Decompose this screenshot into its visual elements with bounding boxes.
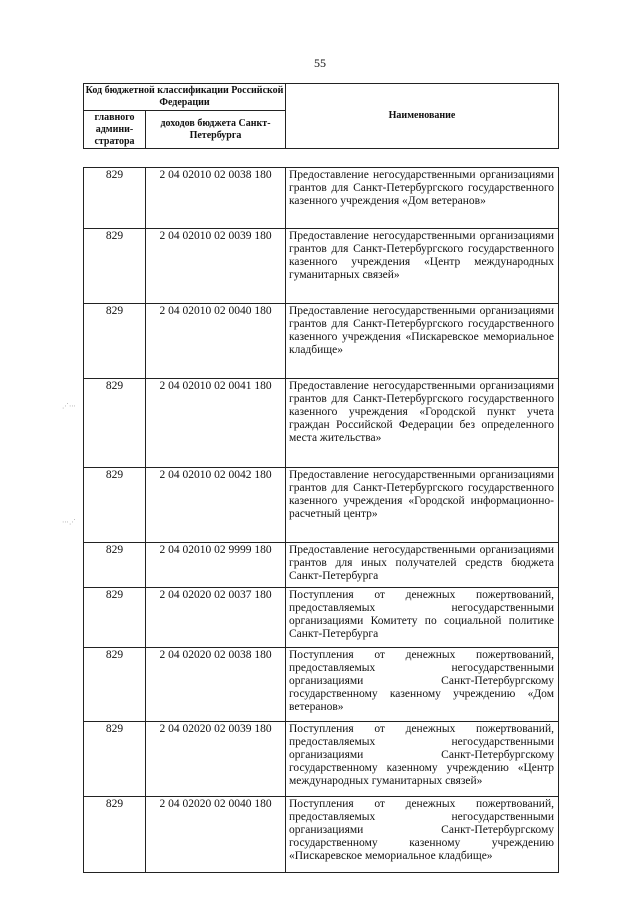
scan-artifact: ⋰⋯ [62,402,76,410]
income-code: 2 04 02020 02 0039 180 [146,722,286,797]
income-code: 2 04 02010 02 9999 180 [146,543,286,588]
table-row [84,722,559,797]
admin-code: 829 [84,588,146,648]
admin-code: 829 [84,797,146,873]
income-code: 2 04 02010 02 0042 180 [146,468,286,543]
income-code: 2 04 02020 02 0037 180 [146,588,286,648]
income-code: 2 04 02020 02 0040 180 [146,797,286,873]
admin-code: 829 [84,229,146,304]
table-row [84,229,559,304]
table-row [84,797,559,873]
admin-code: 829 [84,468,146,543]
item-name: Предоставление негосударственными организациями грантов для иных получателей средств бюджета Санкт-Петербурга [286,543,559,588]
income-code: 2 04 02010 02 0040 180 [146,304,286,379]
admin-code: 829 [84,722,146,797]
item-name: Предоставление негосударственными организациями грантов для Санкт-Петербургского государственного казенного учреждения «Дом ветеранов» [286,168,559,229]
table-row [84,379,559,468]
table-header [83,83,559,149]
item-name: Предоставление негосударственными организациями грантов для Санкт-Петербургского государственного казенного учреждения «Городской пункт учета граждан Российской Федерации без определенного места жительства» [286,379,559,468]
income-code: 2 04 02010 02 0039 180 [146,229,286,304]
header-name-column: Наименование [286,84,559,149]
admin-code: 829 [84,379,146,468]
budget-codes-table [83,167,559,873]
admin-code: 829 [84,648,146,722]
table-row [84,468,559,543]
income-code: 2 04 02010 02 0038 180 [146,168,286,229]
table-row [84,543,559,588]
header-budget-classification: Код бюджетной классификации Российской Федерации [84,84,286,111]
item-name: Поступления от денежных пожертвований, предоставляемых негосударственными организациями Комитету по социальной политике Санкт-Петербурга [286,588,559,648]
header-admin-column: главного админи-стратора [84,111,146,149]
item-name: Поступления от денежных пожертвований, предоставляемых негосударственными организациями Санкт-Петербургскому государственному казенному учреждению «Центр международных гуманитарных связей» [286,722,559,797]
table-row [84,168,559,229]
table-row [84,588,559,648]
item-name: Поступления от денежных пожертвований, предоставляемых негосударственными организациями Санкт-Петербургскому государственному казенному учреждению «Пискаревское мемориальное кладбище» [286,797,559,873]
item-name: Предоставление негосударственными организациями грантов для Санкт-Петербургского государственного казенного учреждения «Центр международных гуманитарных связей» [286,229,559,304]
scan-artifact: ⋯⋰ [62,518,76,526]
income-code: 2 04 02010 02 0041 180 [146,379,286,468]
table-row [84,648,559,722]
admin-code: 829 [84,168,146,229]
admin-code: 829 [84,304,146,379]
admin-code: 829 [84,543,146,588]
table-row [84,304,559,379]
header-income-column: доходов бюджета Санкт-Петербурга [146,111,286,149]
income-code: 2 04 02020 02 0038 180 [146,648,286,722]
page-number: 55 [314,56,326,70]
item-name: Предоставление негосударственными организациями грантов для Санкт-Петербургского государственного казенного учреждения «Городской информационно-расчетный центр» [286,468,559,543]
item-name: Поступления от денежных пожертвований, предоставляемых негосударственными организациями Санкт-Петербургскому государственному казенному учреждению «Дом ветеранов» [286,648,559,722]
item-name: Предоставление негосударственными организациями грантов для Санкт-Петербургского государственного казенного учреждения «Пискаревское мемориальное кладбище» [286,304,559,379]
